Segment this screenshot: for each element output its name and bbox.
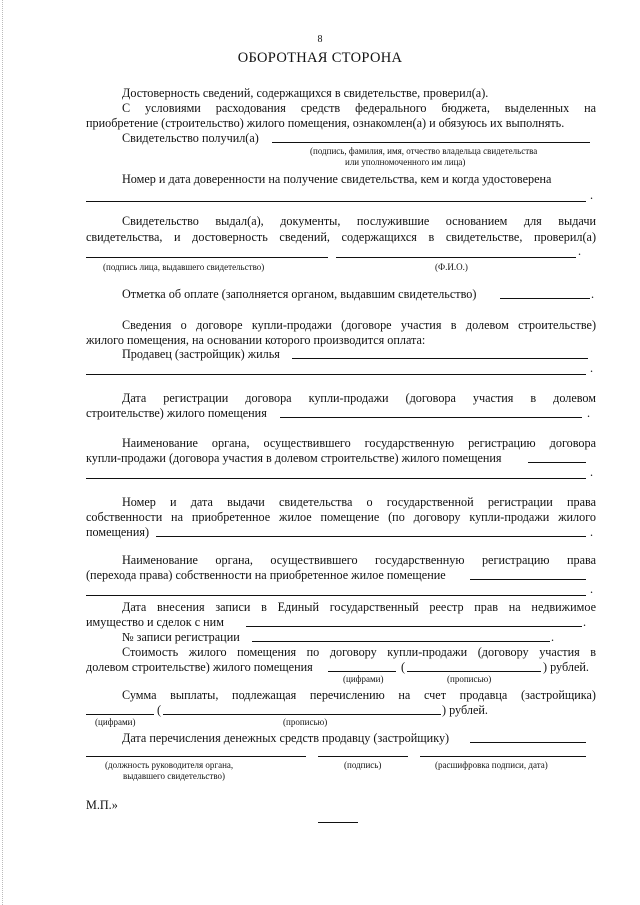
registry-date-field[interactable] [246, 626, 582, 627]
registry-end: . [583, 615, 587, 629]
seller-field[interactable] [292, 358, 588, 359]
end-rule [318, 822, 358, 823]
issuer-sign-field[interactable] [86, 257, 328, 258]
verification-text: Достоверность сведений, содержащихся в свидетельстве, проверил(а). [122, 86, 489, 100]
ownership-body-line-2: (перехода права) собственности на приобретенное жилое помещение [86, 568, 446, 582]
payout-digits-hint: (цифрами) [95, 717, 136, 727]
ownership-body-field-2[interactable] [86, 595, 586, 596]
issuer-fio-hint: (Ф.И.О.) [435, 262, 468, 272]
cost-digits-field[interactable] [328, 671, 396, 672]
payment-mark-end: . [591, 287, 595, 301]
head-position-hint-1: (должность руководителя органа, [105, 760, 234, 770]
recipient-hint-1: (подпись, фамилия, имя, отчество владельца свидетельства [310, 146, 538, 156]
payment-mark-label: Отметка об оплате (заполняется органом, выдавшим свидетельство) [122, 287, 477, 301]
head-sign-field[interactable] [318, 756, 408, 757]
issuer-line-2: свидетельства, и достоверность сведений, содержащихся в свидетельстве, проверил(а) [86, 230, 596, 244]
payment-mark-field[interactable] [500, 298, 590, 299]
cost-line-2: долевом строительстве) жилого помещения [86, 660, 313, 674]
transfer-label: Дата перечисления денежных средств продавцу (застройщику) [122, 731, 450, 745]
cost-paren-open: ( [401, 660, 406, 674]
issuer-fio-field[interactable] [336, 257, 576, 258]
seller-label: Продавец (застройщик) жилья [122, 347, 280, 361]
reg-date-line-2: строительстве) жилого помещения [86, 406, 267, 420]
scan-edge [2, 0, 4, 905]
conditions-line-1: С условиями расходования средств федерального бюджета, выделенных на [122, 101, 596, 115]
reg-body-line-2: купли-продажи (договора участия в долевом строительстве) жилого помещения [86, 451, 502, 465]
recipient-label: Свидетельство получил(а) [122, 131, 259, 145]
document-page: 8 ОБОРОТНАЯ СТОРОНА Достоверность сведений, содержащихся в свидетельстве, проверил(а). С условиями расходования средств федерального бюджета, выделенных на приобретение (строительство) жилого помещения, ознакомлен(а) и обязуюсь их выполнять. Свидетельство получил(а) (подпись, фамилия, имя, отчество владельца свидетельства или уполномоченного им лица) Номер и дата доверенности на получение свидетельства, кем и когда удостоверена . Свидетельство выдал(а), документы, послужившие основанием для выдачи свидетельства, и достоверность сведений, содержащихся в свидетельстве, проверил(а) . (подпись лица, выдавшего свидетельство) (Ф.И.О.) Отметка об оплате (заполняется органом, выдавшим свидетельство) . Сведения о договоре купли-продажи (договоре участия в долевом строительстве) жилого помещения, на основании которого производится оплата: Продавец (застройщик) жилья . Дата регистрации договора купли-продажи (договора участия в долевом строительстве) жилого помещения . Наименование органа, осуществившего государственную регистрацию договора купли-продажи (договора участия в долевом строительстве) жилого помещения . Номер и дата выдачи свидетельства о государственной регистрации права собственности на приобретенное жилое помещение (по договору купли-продажи жилого помещения) . Наименование органа, осуществившего государственную регистрацию права (перехода права) собственности на приобретенное жилое помещение . Дата внесения записи в Единый государственный реестр прав на недвижимое имущество и сделок с ним . № записи регистрации . Стоимость жилого помещения по договору купли-продажи (договору участия в долевом строительстве) жилого помещения ( ) рублей. (цифрами) (прописью) Сумма выплаты, подлежащая перечислению на счет продавца (застройщика) ( ) рублей. (цифрами) (прописью) Дата перечисления денежных средств продавцу (застройщику) (должность руководителя органа, выдавшего свидетельство) (подпись) (расшифровка подписи, дата) М.П.» [0, 0, 640, 905]
record-field[interactable] [252, 641, 550, 642]
cost-words-field[interactable] [407, 671, 541, 672]
cost-words-hint: (прописью) [447, 674, 492, 684]
head-decode-field[interactable] [420, 756, 586, 757]
payout-paren-open: ( [157, 703, 162, 717]
ownership-cert-line-3: помещения) [86, 525, 150, 539]
payout-paren-close: ) рублей. [442, 703, 488, 717]
reg-date-line-1: Дата регистрации договора купли-продажи (договора участия в долевом [122, 391, 596, 405]
ownership-body-line-1: Наименование органа, осуществившего государственную регистрацию права [122, 553, 596, 567]
reg-body-field[interactable] [528, 462, 586, 463]
payout-words-hint: (прописью) [283, 717, 328, 727]
reg-body-field-2[interactable] [86, 478, 586, 479]
ownership-cert-field[interactable] [156, 536, 586, 537]
reg-body-line-1: Наименование органа, осуществившего государственную регистрацию договора [122, 436, 596, 450]
seller-field-2[interactable] [86, 374, 586, 375]
reg-date-field[interactable] [280, 417, 582, 418]
payout-line-1: Сумма выплаты, подлежащая перечислению на счет продавца (застройщика) [122, 688, 596, 702]
payout-words-field[interactable] [163, 714, 441, 715]
cost-line-1: Стоимость жилого помещения по договору купли-продажи (договору участия в [122, 645, 596, 659]
head-position-field[interactable] [86, 756, 306, 757]
transfer-date-field[interactable] [470, 742, 586, 743]
registry-line-2: имущество и сделок с ним [86, 615, 224, 629]
record-label: № записи регистрации [122, 630, 240, 644]
proxy-field[interactable] [86, 201, 586, 202]
ownership-cert-end: . [590, 525, 594, 539]
proxy-label: Номер и дата доверенности на получение свидетельства, кем и когда удостоверена [122, 172, 552, 186]
seller-end: . [590, 361, 594, 375]
issuer-line-1: Свидетельство выдал(а), документы, послужившие основанием для выдачи [122, 214, 596, 228]
ownership-body-field[interactable] [470, 579, 586, 580]
reg-body-end: . [590, 465, 594, 479]
stamp-mark: М.П.» [86, 798, 118, 812]
ownership-cert-line-1: Номер и дата выдачи свидетельства о государственной регистрации права [122, 495, 596, 509]
recipient-field[interactable] [272, 142, 590, 143]
proxy-end: . [590, 188, 594, 202]
head-position-hint-2: выдавшего свидетельство) [123, 771, 226, 781]
contract-line-2: жилого помещения, на основании которого производится оплата: [86, 333, 426, 347]
record-end: . [551, 630, 555, 644]
recipient-hint-2: или уполномоченного им лица) [345, 157, 466, 167]
issuer-sign-hint: (подпись лица, выдавшего свидетельство) [103, 262, 265, 272]
cost-paren-close: ) рублей. [543, 660, 589, 674]
page-number: 8 [317, 34, 323, 45]
cost-digits-hint: (цифрами) [343, 674, 384, 684]
payout-digits-field[interactable] [86, 714, 154, 715]
registry-line-1: Дата внесения записи в Единый государственный реестр прав на недвижимое [122, 600, 596, 614]
ownership-cert-line-2: собственности на приобретенное жилое помещение (по договору купли-продажи жилого [86, 510, 596, 524]
conditions-line-2: приобретение (строительство) жилого помещения, ознакомлен(а) и обязуюсь их выполнять. [86, 116, 565, 130]
ownership-body-end: . [590, 582, 594, 596]
head-sign-hint: (подпись) [344, 760, 382, 770]
contract-line-1: Сведения о договоре купли-продажи (договоре участия в долевом строительстве) [122, 318, 596, 332]
head-decode-hint: (расшифровка подписи, дата) [435, 760, 548, 770]
page-title: ОБОРОТНАЯ СТОРОНА [237, 50, 403, 66]
reg-date-end: . [587, 406, 591, 420]
